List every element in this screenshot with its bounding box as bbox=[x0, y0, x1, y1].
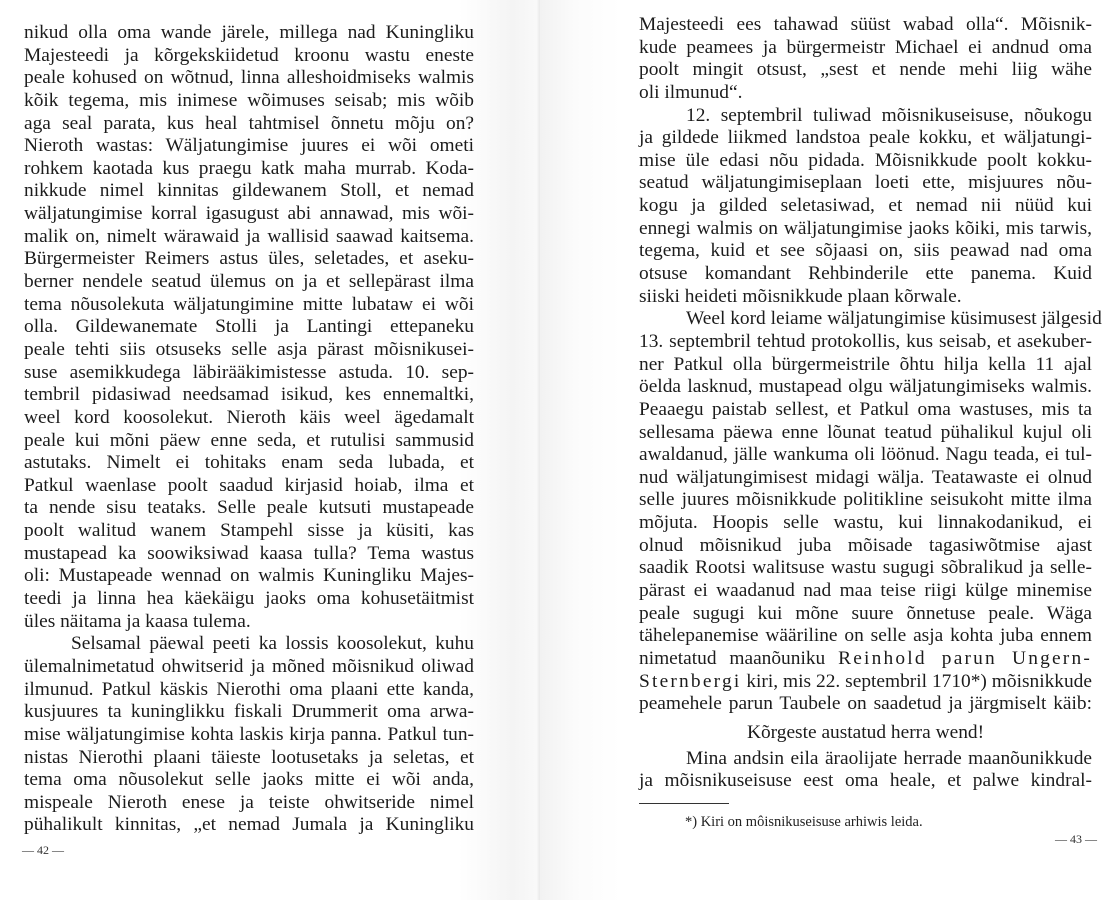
text-line: sellesama päewa enne lõunat teatud pühalikul kujul oli bbox=[639, 421, 1092, 443]
text-line: Mina andsin eila äraolijate herrade maanõunikkude bbox=[686, 747, 1092, 769]
text-line: Majesteedi ees tahawad süüst wabad olla“. Mõisnik- bbox=[639, 14, 1092, 35]
text-line: 13. septembril tehtud protokollis, kus seisab, et asekuber- bbox=[639, 330, 1092, 352]
text-line: nud wäljatungimisest midagi wälja. Teatawaste ei olnud bbox=[639, 466, 1092, 488]
text-line: nimetatud maanõuniku Reinhold parun Ungern- bbox=[639, 647, 1092, 669]
text-line: mõjuta. Hoopis selle wastu, kui linnakodanikud, ei bbox=[639, 512, 1092, 534]
text-line: ennegi walmis on wäljatungimise jaoks kõiki, mis tarwis, bbox=[639, 217, 1092, 239]
text-line: aga seal parata, kus heal tahtmisel õnnetu mõju on? bbox=[24, 112, 474, 134]
text-line: tähelepanemise wääriline on selle asja kohta juba ennem bbox=[639, 625, 1092, 647]
text-line: awaldanud, jälle wankuma oli löönud. Nagu teada, ei tul- bbox=[639, 444, 1092, 466]
text-line: mise wäljatungimise kohta laskis kirja panna. Patkul tun- bbox=[24, 723, 474, 745]
text-line: seatud wäljatungimiseplaan loeti ette, misjuures nõu- bbox=[639, 172, 1092, 194]
text-line: ülemalnimetatud ohwitserid ja mõned mõisnikud oliwad bbox=[24, 655, 474, 677]
text-line: Patkul waenlase poolt saadud kirjasid hoiab, ilma et bbox=[24, 474, 474, 496]
page-number-43: — 43 — bbox=[1055, 832, 1097, 846]
text-line: peale sugugi kui mõne suure õnnetuse peale. Wäga bbox=[639, 602, 1092, 624]
text-line: ilmunud. Patkul käskis Nierothi oma plaani ette kanda, bbox=[24, 678, 474, 700]
text-line: kusjuures ta kuninglikku fiskali Drummerit oma arwa- bbox=[24, 701, 474, 723]
text-line: malik on, nimelt wärawaid ja wallisid saawad kaitsema. bbox=[24, 225, 474, 247]
text-line: Nieroth wastas: Wäljatungimise juures ei wõi ometi bbox=[24, 135, 474, 157]
text-line: berner nendele seatud ülemus on ja et sellepärast ilma bbox=[24, 271, 474, 293]
text-line: otsuse komandant Rehbinderile ette panema. Kuid bbox=[639, 263, 1092, 285]
text-line: Selsamal päewal peeti ka lossis koosolekut, kuhu bbox=[71, 633, 474, 655]
footnote-rule bbox=[639, 803, 729, 804]
text-line: üles näitama ja kaasa tulema. bbox=[24, 610, 251, 632]
text-line: öelda lasknud, mustapead olgu wäljatungimiseks walmis. bbox=[639, 376, 1092, 398]
text-line: tema nõusolekuta wäljatungimine mitte lubataw ei wõi bbox=[24, 293, 474, 315]
text-line: peale kui mõni päew enne seda, et rutulisi sammusid bbox=[24, 429, 474, 451]
text-line: Sternbergi kiri, mis 22. septembril 1710*) mõisnikkude bbox=[639, 670, 1092, 692]
text-line: wäljatungimise korral igasugust abi annawad, mis wõi- bbox=[24, 203, 474, 225]
text-line: saadik Rootsi walitsuse wastu sugugi sõbralikud ja selle- bbox=[639, 557, 1092, 579]
text-line: mispeale Nieroth enese ja teiste ohwitseride nimel bbox=[24, 791, 474, 813]
text-line: pärast ei waadanud nad maa teise riigi külge minemise bbox=[639, 580, 1092, 602]
text-line: oli: Mustapeade wennad on walmis Kuningliku Majes- bbox=[24, 565, 474, 587]
text-line: Bürgermeister Reimers astus üles, seletades, et aseku- bbox=[24, 248, 474, 270]
text-line: Majesteedi ja kõrgekskiidetud kroonu wastu eneste bbox=[24, 44, 474, 66]
right-page-body bbox=[639, 14, 1102, 793]
text-line: pühalikult kinnitas, „et nemad Jumala ja Kuningliku bbox=[24, 814, 474, 836]
text-line: olla. Gildewanemate Stolli ja Lantingi ettepaneku bbox=[24, 316, 474, 338]
text-line: nikkude nimel kinnitas gildewanem Stoll, et nemad bbox=[24, 180, 474, 202]
text-line: nikud olla oma wande järele, millega nad Kuningliku bbox=[24, 22, 474, 43]
text-line: weel kord koosolekut. Nieroth käis weel ägedamalt bbox=[24, 406, 474, 428]
text-line: peamehele parun Taubele on saadetud ja järgmiselt käib: bbox=[639, 693, 1092, 715]
text-line: peale kohused on wõtnud, linna alleshoidmiseks walmis bbox=[24, 67, 474, 89]
text-line: peale tehti siis otsuseks selle asja pärast mõisnikusei- bbox=[24, 338, 474, 360]
text-line: kogu ja gilded seletasiwad, et nemad nii nüüd kui bbox=[639, 195, 1092, 217]
text-line: poolt mingit otsust, „sest et nende mehi liig wähe bbox=[639, 59, 1092, 81]
text-line: tegema, kuid et see sõjaasi on, siis peawad nad oma bbox=[639, 240, 1092, 262]
text-line: ja gildede liikmed landstoa peale kokku, et wäljatungi- bbox=[639, 127, 1092, 149]
text-line: tema oma nõusolekut selle jaoks mitte ei wõi anda, bbox=[24, 769, 474, 791]
text-line: ta nende sisu teataks. Selle peale kutsuti mustapeade bbox=[24, 497, 474, 519]
text-line: nistas Nierothi plaani täieste lootusetaks ja seletas, et bbox=[24, 746, 474, 768]
text-line: teedi ja linna hea käekäigu jaoks oma kohusetäitmist bbox=[24, 588, 474, 610]
text-line: oli ilmunud“. bbox=[639, 81, 743, 103]
text-line: olnud mõisnikud juba mõisade tagasiwõtmise ajast bbox=[639, 534, 1092, 556]
left-page bbox=[0, 0, 540, 900]
text-line: mise üle edasi nõu pidada. Mõisnikkude poolt kokku- bbox=[639, 149, 1092, 171]
text-line: ner Patkul olla bürgermeistrile õhtu hilja kella 11 ajal bbox=[639, 353, 1092, 375]
text-line: kude peamees ja bürgermeistr Michael ei andnud oma bbox=[639, 36, 1092, 58]
text-line: tembril pidasiwad needsamad isikud, kes ennemaltki, bbox=[24, 384, 474, 406]
right-page bbox=[540, 0, 1112, 900]
page-number-42: — 42 — bbox=[22, 843, 64, 857]
text-line: rohkem kaotada kus praegu katk maha murrab. Koda- bbox=[24, 157, 474, 179]
text-line: selle juures mõisnikkude politikline seisukoht mitte ilma bbox=[639, 489, 1092, 511]
text-line: 12. septembril tuliwad mõisnikuseisuse, nõukogu bbox=[686, 104, 1092, 126]
text-line: Peaaegu paistab sellest, et Patkul oma wastuses, mis ta bbox=[639, 398, 1092, 420]
text-line: Weel kord leiame wäljatungimise küsimusest jälgesid bbox=[686, 308, 1102, 330]
footnote: *) Kiri on môisnikuseisuse arhiwis leida. bbox=[685, 814, 923, 830]
text-line: kõik tegema, mis inimese wõimuses seisab; mis wõib bbox=[24, 89, 474, 111]
text-line: siiski heideti mõisnikkude plaan kõrwale. bbox=[639, 285, 962, 307]
text-line: poolt walitud wanem Stampehl sisse ja küsiti, kas bbox=[24, 520, 474, 542]
text-line: mustapead ka soowiksiwad kaasa tulla? Tema wastus bbox=[24, 542, 474, 564]
left-page-body bbox=[24, 22, 474, 837]
text-line: astutaks. Nimelt ei tohitaks enam seda lubada, et bbox=[24, 452, 474, 474]
text-line: suse asemikkudega läbirääkimistesse astuda. 10. sep- bbox=[24, 361, 474, 383]
text-line: ja mõisnikuseisuse eest oma heale, et palwe kindral- bbox=[639, 770, 1092, 792]
letter-salutation: Kõrgeste austatud herra wend! bbox=[746, 721, 985, 743]
